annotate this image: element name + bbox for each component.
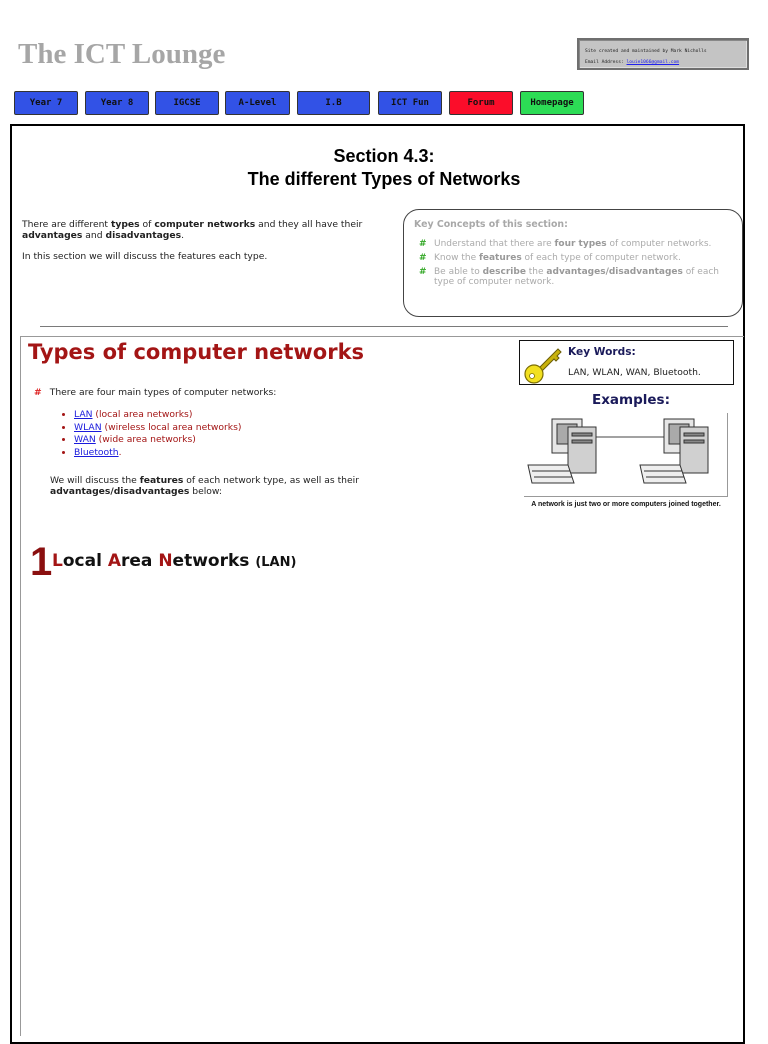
list-item: • WAN (wide area networks) (74, 434, 242, 447)
hash-bullet-icon: # (419, 239, 427, 249)
concept-item: # Be able to describe the advantages/disadvantages of each type of computer network. (419, 267, 719, 287)
divider (40, 326, 728, 327)
email-link[interactable]: louie1066@gmail.com (626, 60, 680, 65)
types-lead: # There are four main types of computer networks: (34, 387, 277, 398)
credit-box (577, 38, 749, 70)
network-caption: A network is just two or more computers joined together. (531, 501, 721, 508)
concept-item: # Know the features of each type of computer network. (419, 253, 681, 263)
wlan-link[interactable]: WLAN (74, 421, 102, 433)
key-words-title: Key Words: (568, 346, 636, 358)
email-label: Email Address: (585, 60, 624, 65)
nav-forum[interactable]: Forum (449, 91, 513, 115)
credit-line: Site created and maintained by Mark Nicholls (585, 49, 707, 54)
list-item: • WLAN (wireless local area networks) (74, 422, 242, 435)
intro-text (22, 219, 382, 272)
key-concepts-title: Key Concepts of this section: (414, 219, 568, 230)
nav-homepage[interactable]: Homepage (520, 91, 584, 115)
key-words-list: LAN, WLAN, WAN, Bluetooth. (568, 367, 701, 378)
examples-title: Examples: (592, 392, 670, 408)
list-item: • LAN (local area networks) (74, 409, 242, 422)
site-title: The ICT Lounge (18, 38, 226, 70)
section-number: Section 4.3: (333, 146, 435, 166)
concept-item: # Understand that there are four types of computer networks. (419, 239, 712, 249)
nav-igcse[interactable]: IGCSE (155, 91, 219, 115)
nav-ib[interactable]: I.B (297, 91, 370, 115)
key-concepts-box (403, 209, 743, 317)
nav-year-7[interactable]: Year 7 (14, 91, 78, 115)
network-type-list (62, 409, 242, 459)
key-words-box (519, 340, 734, 385)
lan-link[interactable]: LAN (74, 409, 93, 420)
key-icon (522, 343, 564, 385)
list-item: • Bluetooth. (74, 447, 242, 460)
section-number-icon: 1 (30, 540, 53, 584)
network-diagram (524, 413, 728, 497)
nav-a-level[interactable]: A-Level (225, 91, 290, 115)
hash-bullet-icon: # (34, 387, 42, 398)
nav-ict-fun[interactable]: ICT Fun (378, 91, 442, 115)
hash-bullet-icon: # (419, 267, 427, 277)
computer-icon (640, 419, 708, 483)
section-title: The different Types of Networks (247, 169, 521, 189)
wan-link[interactable]: WAN (74, 434, 96, 445)
nav-year-8[interactable]: Year 8 (85, 91, 149, 115)
types-title: Types of computer networks (28, 340, 365, 364)
intro-paragraph-1: There are different types of computer networks and they all have their advantages and disadvantages. (22, 219, 363, 241)
hash-bullet-icon: # (419, 253, 427, 263)
discuss-text: We will discuss the features of each network type, as well as their advantages/disadvantages below: (50, 475, 359, 497)
bluetooth-link[interactable]: Bluetooth (74, 446, 119, 458)
computer-icon (528, 419, 596, 483)
lan-title: Local Area Networks (LAN) (52, 551, 297, 571)
intro-paragraph-2: In this section we will discuss the features each type. (22, 251, 268, 262)
